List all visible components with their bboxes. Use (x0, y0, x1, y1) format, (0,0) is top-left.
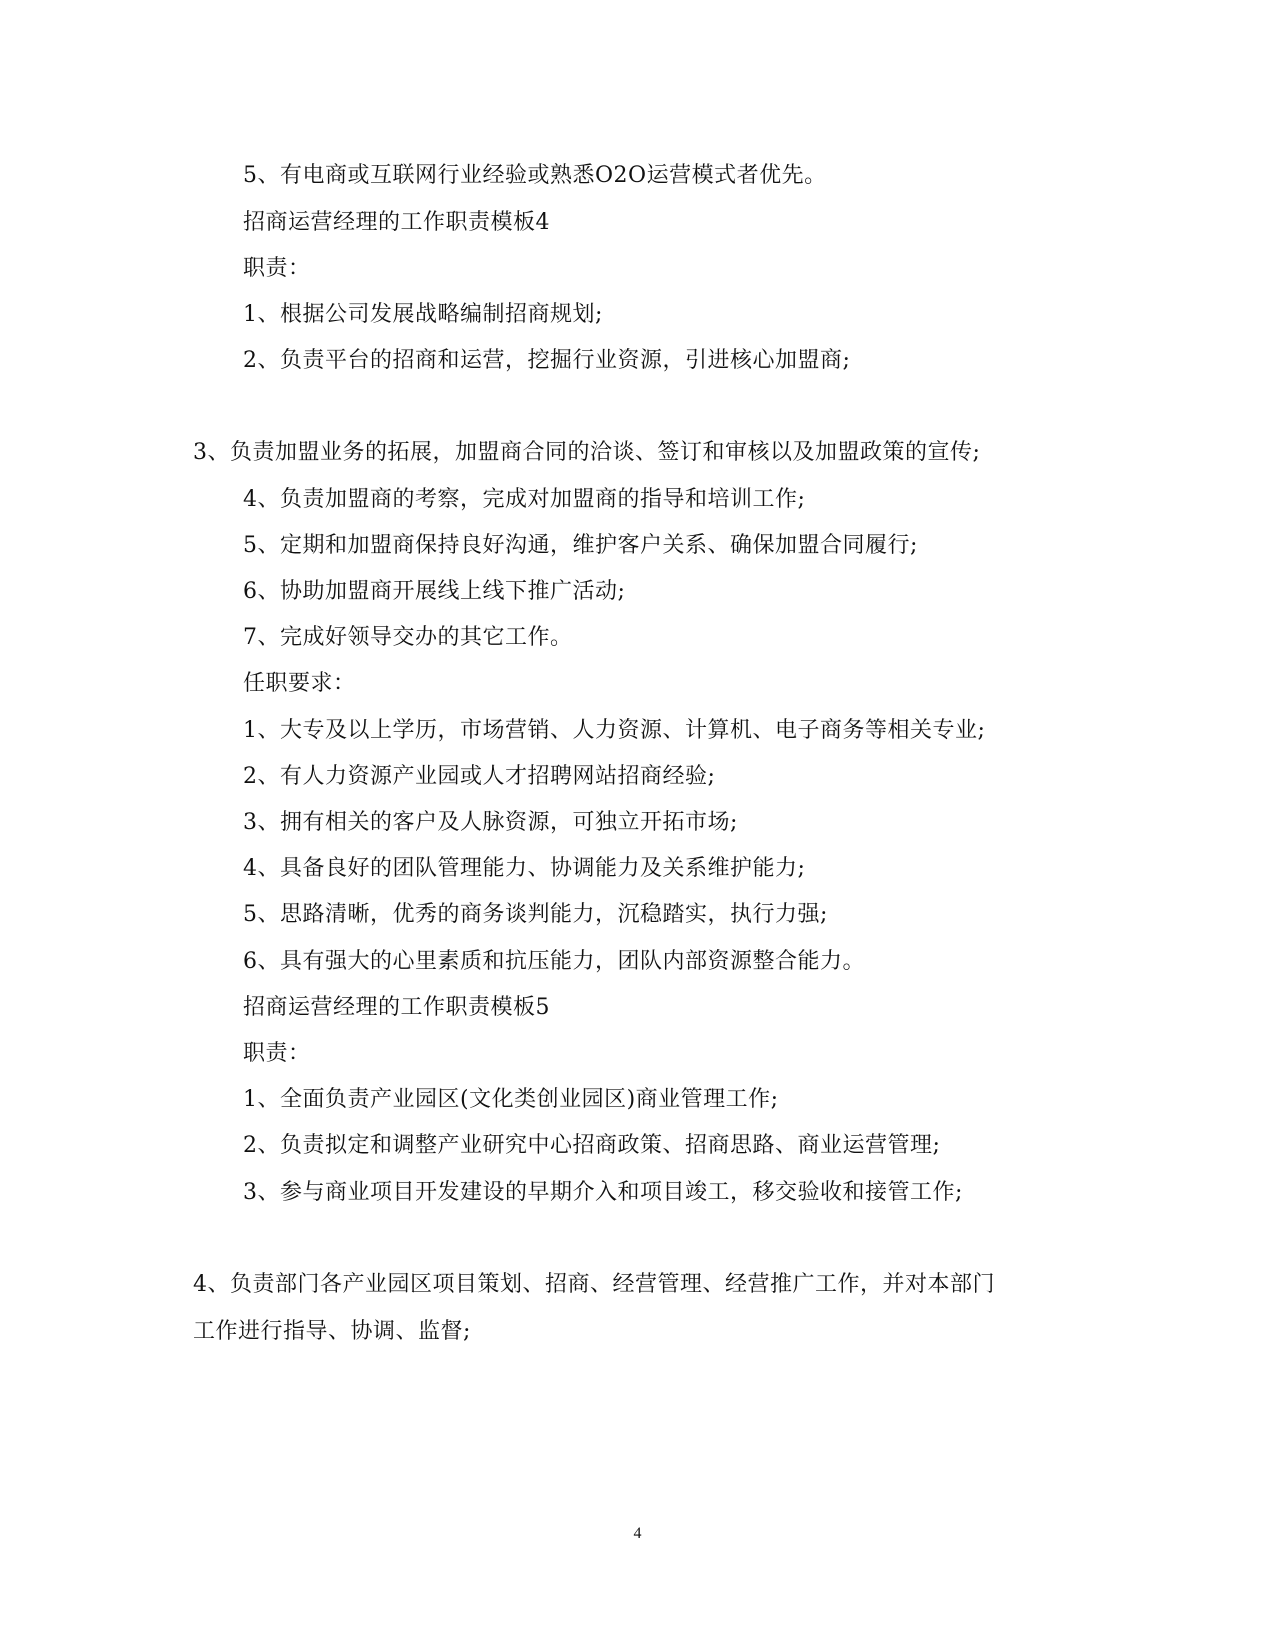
list-item: 4、负责部门各产业园区项目策划、招商、经营管理、经营推广工作，并对本部门 (193, 1272, 995, 1297)
list-item: 2、负责拟定和调整产业研究中心招商政策、招商思路、商业运营管理; (243, 1133, 941, 1158)
page-number: 4 (633, 1525, 642, 1542)
list-item: 1、根据公司发展战略编制招商规划; (243, 302, 603, 327)
list-item: 5、定期和加盟商保持良好沟通，维护客户关系、确保加盟合同履行; (243, 533, 918, 558)
list-item: 2、负责平台的招商和运营，挖掘行业资源，引进核心加盟商; (243, 348, 851, 373)
list-item: 3、拥有相关的客户及人脉资源，可独立开拓市场; (243, 810, 738, 835)
list-item: 7、完成好领导交办的其它工作。 (243, 625, 573, 650)
list-item: 6、具有强大的心里素质和抗压能力，团队内部资源整合能力。 (243, 949, 865, 974)
subheading: 职责： (243, 1041, 311, 1066)
subheading: 职责： (243, 256, 311, 281)
list-item: 1、大专及以上学历，市场营销、人力资源、计算机、电子商务等相关专业; (243, 718, 986, 743)
list-item: 6、协助加盟商开展线上线下推广活动; (243, 579, 626, 604)
list-item: 3、参与商业项目开发建设的早期介入和项目竣工，移交验收和接管工作; (243, 1180, 963, 1205)
paragraph-line: 5、有电商或互联网行业经验或熟悉O2O运营模式者优先。 (243, 163, 827, 188)
list-item: 2、有人力资源产业园或人才招聘网站招商经验; (243, 764, 716, 789)
list-item: 5、思路清晰，优秀的商务谈判能力，沉稳踏实，执行力强; (243, 902, 828, 927)
list-item: 4、负责加盟商的考察，完成对加盟商的指导和培训工作; (243, 487, 806, 512)
section-heading: 招商运营经理的工作职责模板5 (243, 995, 550, 1020)
paragraph-line: 工作进行指导、协调、监督; (193, 1319, 471, 1344)
subheading: 任职要求： (243, 671, 356, 696)
list-item: 4、具备良好的团队管理能力、协调能力及关系维护能力; (243, 856, 806, 881)
list-item: 3、负责加盟业务的拓展，加盟商合同的洽谈、签订和审核以及加盟政策的宣传; (193, 440, 981, 465)
list-item: 1、全面负责产业园区(文化类创业园区)商业管理工作; (243, 1087, 779, 1112)
section-heading: 招商运营经理的工作职责模板4 (243, 210, 550, 235)
